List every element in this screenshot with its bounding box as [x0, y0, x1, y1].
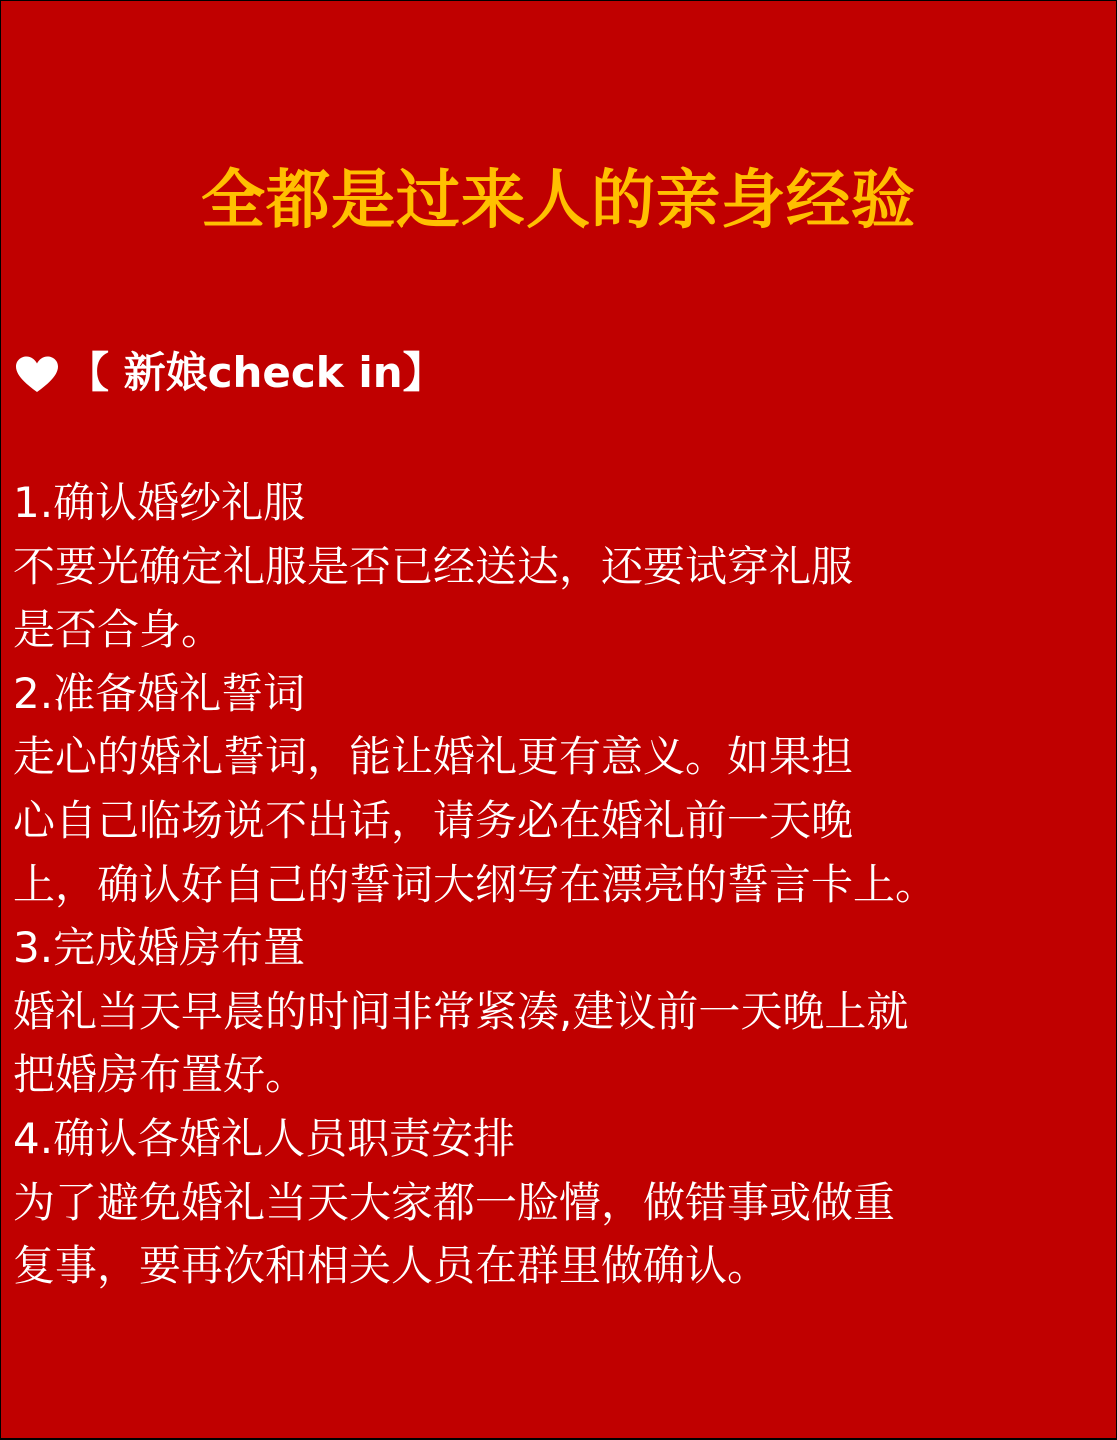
page — [1, 1, 1116, 1438]
item-text-line: 是否合身。 — [13, 605, 224, 655]
section-label: 【 新娘check in】 — [67, 348, 445, 397]
heart-icon — [15, 356, 59, 394]
item-heading: 1.确认婚纱礼服 — [13, 478, 306, 527]
item-text-line: 婚礼当天早晨的时间非常紧凑,建议前一天晚上就 — [13, 986, 909, 1036]
content — [13, 471, 1013, 1298]
item-text-line: 复事，要再次和相关人员在群里做确认。 — [13, 1241, 770, 1291]
item-text-line: 为了避免婚礼当天大家都一脸懵，做错事或做重 — [13, 1177, 896, 1227]
item-text-line: 走心的婚礼誓词，能让婚礼更有意义。如果担 — [13, 732, 854, 782]
item-heading: 4.确认各婚礼人员职责安排 — [13, 1113, 516, 1163]
section-header — [15, 341, 445, 405]
item-text-line: 心自己临场说不出话，请务必在婚礼前一天晚 — [13, 795, 854, 845]
item-heading: 3.完成婚房布置 — [13, 923, 306, 973]
item-heading: 2.准备婚礼誓词 — [13, 668, 306, 718]
item-text-line: 上，确认好自己的誓词大纲写在漂亮的誓言卡上。 — [13, 859, 938, 909]
item-text-line: 不要光确定礼服是否已经送达，还要试穿礼服 — [13, 541, 854, 591]
item-text-line: 把婚房布置好。 — [13, 1050, 308, 1100]
page-title: 全都是过来人的亲身经验 — [201, 164, 916, 238]
